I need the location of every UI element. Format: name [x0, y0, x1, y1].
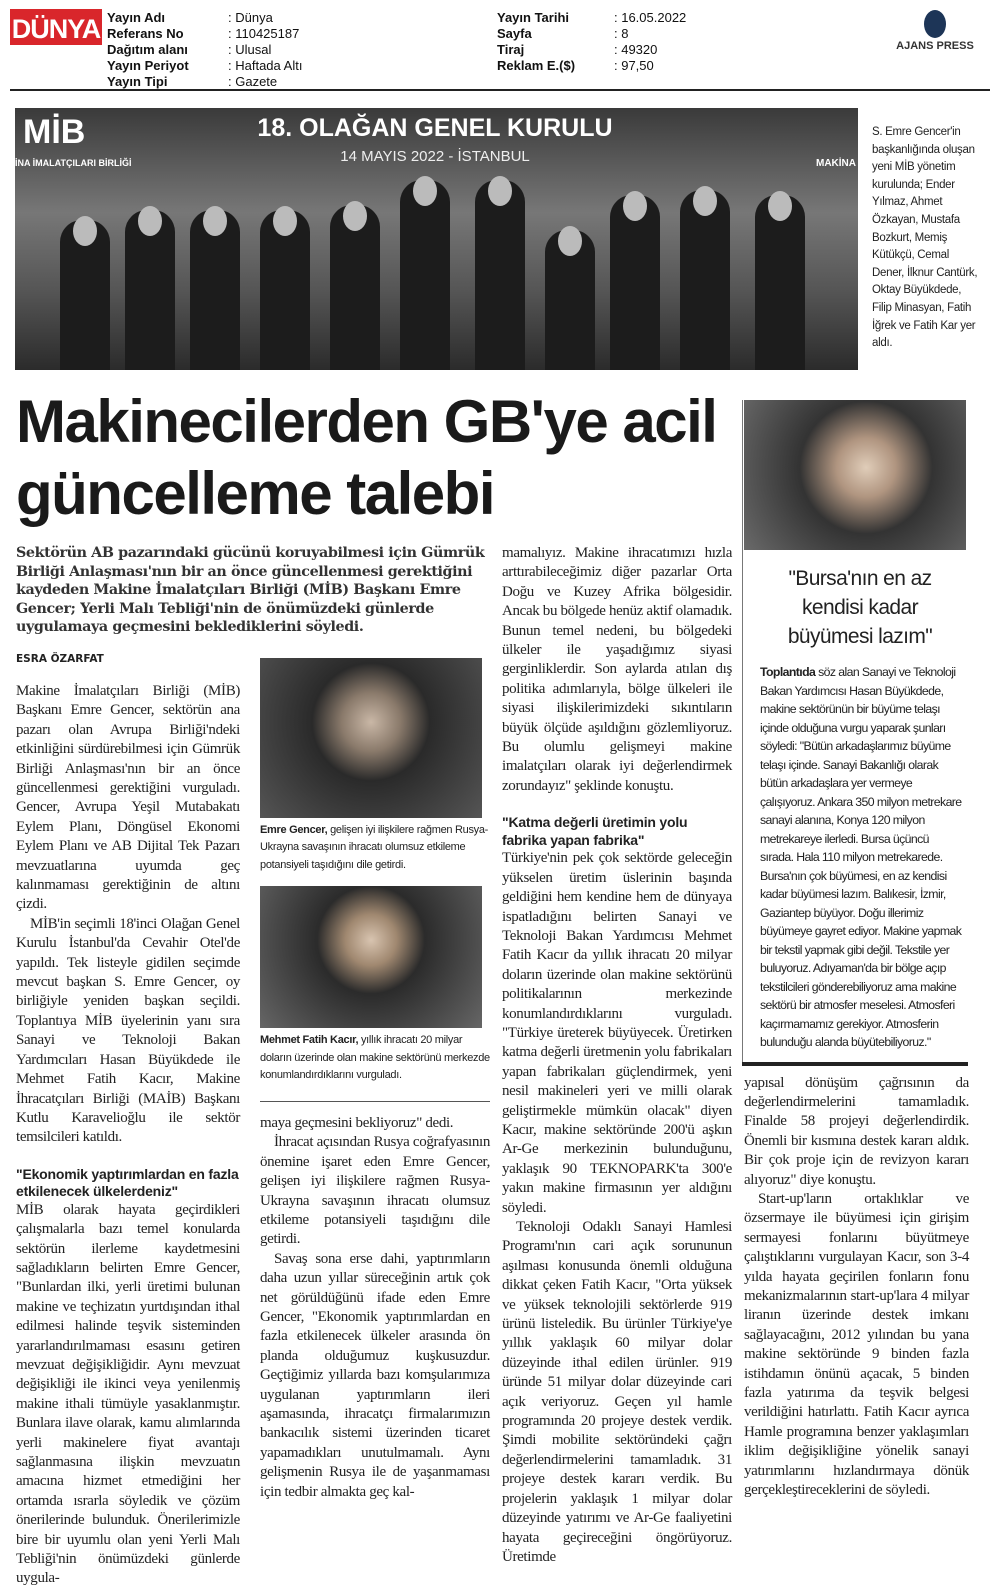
banner-logo: MİB — [23, 113, 86, 151]
person-figure — [755, 195, 805, 370]
meta-value: : 110425187 — [228, 26, 300, 41]
brand-name: AJANS PRESS — [896, 40, 974, 52]
meta-label: Referans No — [107, 26, 184, 41]
column-3 — [502, 544, 732, 1567]
lead-paragraph: Sektörün AB pazarındaki gücünü koruyabilmesi için Gümrük Birliği Anlaşması'nın bir an önce güncellenmesi gerektiğini kaydeden Makine İmalatçıları Birliği (MİB) Başkanı Emre Gencer; Yerli Malı Tebliği'nin de önümüzdeki günlerde uygulamaya geçmesini beklediklerini söyledi. — [16, 545, 485, 636]
banner-date: 14 MAYIS 2022 - İSTANBUL — [340, 148, 530, 165]
photo-caption — [260, 1032, 490, 1085]
paragraph: yapısal dönüşüm çağrısının da değerlendirmelerini tamamladık. Finalde 58 projeyi değerlendirdik. Önemli bir kısmına destek kararı aldık. Bir çok proje için de revizyon kararı alıyoruz" diye konuştu. — [744, 1074, 969, 1188]
photo-emre-gencer — [260, 658, 482, 818]
photo-mehmet-fatih-kacir — [260, 886, 482, 1028]
meta-label: Tiraj — [497, 42, 525, 57]
person-figure — [475, 180, 525, 370]
meta-value: : 49320 — [614, 42, 658, 57]
meta-label: Sayfa — [497, 26, 532, 41]
person-figure — [60, 220, 110, 370]
article — [16, 386, 736, 1589]
caption-text: yıllık ihracatı 20 milyar doların üzerinde olan makine sektörünü merkezde konumlandırdıklarını vurguladı. — [260, 1034, 490, 1082]
meta-value: : Dünya — [228, 10, 273, 25]
column-2 — [260, 658, 490, 1502]
paragraph: İhracat açısından Rusya coğrafyasının önemine işaret eden Emre Gencer, gelişen iyi ilişkilere rağmen Rusya-Ukrayna savaşının ihracatı olumsuz etkileme potansiyeli taşıdığını dile getirdi. — [260, 1134, 490, 1248]
byline: ESRA ÖZARFAT — [16, 652, 104, 665]
meta-value: : 8 — [614, 26, 629, 41]
sidebar-quote: "Bursa'nın en az kendisi kadar büyümesi lazım" — [787, 567, 933, 648]
person-figure — [610, 195, 660, 370]
right-column — [742, 400, 968, 1500]
meta-value: : Ulusal — [228, 42, 272, 57]
column-1 — [16, 682, 240, 1589]
meta-value: : 97,50 — [614, 58, 654, 73]
paragraph: Savaş sona erse dahi, yaptırımların daha uzun yıllar süreceğinin artık çok net görüldüğünü ifade eden Emre Gencer, "Ekonomik yaptırımlardan en fazla etkilenecek ülkeler arasında ön planda olduğumuz kuşkusuzdur. Geçtiğimiz yıllarda bazı komşularımıza uygulanan yaptırımların ileri aşamasında, ihracatçı firmalarımızın bankacılık sistemi üzerinden ticaret yapamadıkları unutulmamalı. Aynı gelişmenin Rusya ile de yaşanmaması için tedbir almakta geç kal- — [260, 1250, 490, 1500]
person-figure — [125, 210, 175, 370]
person-figure — [330, 205, 380, 370]
publication-meta — [0, 0, 870, 90]
ajans-press-emblem-icon — [924, 10, 946, 38]
sidebar-text — [760, 663, 965, 1052]
paragraph: Teknoloji Odaklı Sanayi Hamlesi Programı'nın cari açık sorununun aşılması konusunda önemli olduğuna dikkat çeken Fatih Kacır, "Orta yüksek ve yüksek teknolojili sektörlerde 919 ürünü listeledik. Bu ürünler Türkiye'ye yıllık yaklaşık 60 milyar dolar düzeyinde ithal edilen ürünler. 919 üründe 51 milyar dolar düzeyinde cari açık veriyoruz. Geçen yıl hamle programında 20 projeye destek verdik. Şimdi mobilite sektöründeki çağrı değerlendirmelerini tamamladık. 31 projeye destek kararı verdik. Bu projelerin yaklaşık 1 milyar dolar düzeyinde yatırımı ve Ar-Ge faaliyetini hayata geçireceğini öngörüyoruz. Üretimde — [502, 1219, 732, 1565]
subheading: "Katma değerli üretimin yolu fabrika yapan fabrika" — [502, 814, 688, 848]
main-photo — [15, 108, 858, 370]
paragraph: Makine İmalatçıları Birliği (MİB) Başkanı Emre Gencer, sektörün ana pazarı olan Avrupa Birliği'ndeki etkinliğini sürdürebilmesi için Gümrük Birliği Anlaşması'nın bir an önce güncellenmesi gerektiğini vurguladı. Gencer, Avrupa Yeşil Mutabakatı Eylem Planı, Döngüsel Ekonomi Eylem Planı ve AB Dijital Tek Pazarı mevzuatlarına uyumda geç kalınmaması gerektiğinin de altını çizdi. — [16, 682, 240, 913]
person-figure — [190, 210, 240, 370]
meta-label: Yayın Tipi — [107, 74, 168, 89]
headline: Makinecilerden GB'ye acil güncelleme talebi — [16, 388, 717, 527]
paragraph: Start-up'ların ortaklıklar ve özsermaye ile büyümesi için girişim sermayesi fonlarını büyütmeye çalıştıklarını vurgulayan Kacır, son 3-4 yılda hayata geçirilen fonların fonu mekanizmalarının start-up'lara 4 milyar liranın üzerinde destek imkanı sağlayacağını, 2012 yılından bu yana makine sektöründe 9 binden fazla istihdamın önünü açacak, 5 binden fazla yatırıma da teşvik belgesi verildiğini hatırlattı. Fatih Kacır ayrıca Hamle programına benzer yaklaşımları iklim değişikliğine yönelik sanayi yatırımlarını hızlandırmaya dönük gerçekleştireceklerini de söyledi. — [744, 1190, 969, 1499]
sidebar-body: söz alan Sanayi ve Teknoloji Bakan Yardımcısı Hasan Büyükdede, makine sektörünün bir büyüme telaşı içinde olduğuna vurgu yaparak şunları söyledi: "Bütün arkadaşlarımız büyüme telaşı içinde. Sanayi Bakanlığı olarak bütün arkadaşlara yer vermeye çalışıyoruz. Ankara 350 milyon metrekare sanayi alanına, Konya 120 milyon metrekareye ilerledi. Bursa üçüncü sırada. Hala 110 milyon metrekarede. Bursa'nın çok büyümesi, en az kendisi kadar büyümesi lazım. Balıkesir, İzmir, Gaziantep büyüyor. Doğu illerimiz büyümeye gayret ediyor. Makine yapmak bir tekstil yapmak gibi değil. Tekstile yer buluyoruz. Adıyaman'da bir bölge açıp tekstilcileri gönderebiliyoruz ama makine sektörü bir atmosfer meselesi. Atmosferi kaçırmamamız gerekiyor. Atmosferin bulunduğu alanda büyütebiliyoruz." — [760, 665, 962, 1049]
paragraph: MİB'in seçimli 18'inci Olağan Genel Kurulu İstanbul'da Cevahir Otel'de yapıldı. Tek listeyle gidilen seçimde mevcut başkan S. Emre Gencer, oy birliğiyle yeniden başkan seçildi. Toplantıya MİB üyelerinin yanı sıra Sanayi ve Teknoloji Bakan Yardımcıları Hasan Büyükdede ile Mehmet Fatih Kacır, Makine İhracatçıları Birliği (MAİB) Başkanı Kutlu Karavelioğlu ile sektör temsilcileri katıldı. — [16, 915, 240, 1146]
subheading: "Ekonomik yaptırımlardan en fazla etkilenecek ülkelerdeniz" — [16, 1165, 239, 1200]
photo-caption — [260, 822, 490, 875]
paragraph: mamalıyız. Makine ihracatımızı hızla arttırabileceğimiz diğer pazarlar Orta Doğu ve Kuzey Afrika bölgesidir. Ancak bu bölgede henüz aktif olamadık. Bunun temel nedeni, bu bölgedeki ülkeler ile yaşadığımız siyasi gerginliklerdir. Son aylarda atılan dış politika adımlarıyla, bölge ülkeleri ile siyasi ilişkilerimizdeki sıkıntıların büyük ölçüde aşıldığını gözlemliyoruz. Bu olumlu gelişmeyi makine imalatçıları olarak iyi değerlendirmek zorundayız" şeklinde konuştu. — [502, 545, 732, 794]
article-body — [16, 544, 736, 1589]
person-figure — [680, 190, 730, 370]
paragraph: maya geçmesini bekliyoruz" dedi. — [260, 1114, 454, 1131]
meta-label: Dağıtım alanı — [107, 42, 188, 57]
article-left — [16, 544, 491, 1589]
person-figure — [260, 210, 310, 370]
person-figure — [545, 230, 595, 370]
meta-label: Reklam E.($) — [497, 58, 576, 73]
caption-name: Mehmet Fatih Kacır, — [260, 1034, 359, 1047]
person-figure — [400, 180, 450, 370]
meta-value: : 16.05.2022 — [614, 10, 687, 25]
columns-1-2 — [16, 682, 491, 1589]
meta-value: : Gazete — [228, 74, 278, 89]
ajans-press-logo — [880, 10, 990, 52]
dunya-logo: DÜNYA — [10, 9, 102, 45]
meta-label: Yayın Tarihi — [497, 10, 570, 25]
sidebar-box — [742, 400, 968, 1062]
paragraph: Türkiye'nin pek çok sektörde geleceğin yükselen üretim üslerinin başında geldiğini hem kendine hem de dünyaya ispatladığını belirten Sanayi ve Teknoloji Bakan Yardımcısı Mehmet Fatih Kacır da yıllık ihracatı 20 milyar doların üzerinde olan makine sektörünü politikalarının merkezinde konumlandırdıklarını vurguladı. "Türkiye üreterek büyüyecek. Üretirken katma değerli üretmenin yolu fabrikaları yapan fabrikaları güçlendirmek, yeni nesil makineleri yeri ve milli olarak geliştirmekle mümkün olacak" diyen Kacır, makine sektöründe 200'ü aşkın Ar-Ge merkezinin bulunduğunu, yaklaşık 90 TEKNOPARK'ta 300'e yakın makine firmasının yer aldığını söyledi. — [502, 850, 732, 1216]
sidebar-bottom-bar — [742, 1062, 968, 1066]
caption-text: gelişen iyi ilişkilere rağmen Rusya-Ukrayna savaşının ihracatı olumsuz etkileme potansiyeli taşıdığını dile getirdi. — [260, 823, 489, 871]
photo-hasan-buyukdede — [744, 400, 966, 550]
banner-logo-sub: İNA İMALATÇILARI BİRLİĞİ — [15, 158, 132, 168]
column-4 — [744, 1074, 969, 1501]
caption-name: Emre Gencer, — [260, 823, 328, 836]
meta-label: Yayın Adı — [107, 10, 166, 25]
divider — [260, 1101, 490, 1102]
main-photo-caption: S. Emre Gencer'in başkanlığında oluşan yeni MİB yönetim kurulunda; Ender Yılmaz, Ahmet Özkayan, Mustafa Bozkurt, Memiş Kütükçü, Cemal Dener, İlknur Cantürk, Oktay Büyükdede, Filip Minasyan, Fatih İğrek ve Fatih Kar yer aldı. — [872, 126, 978, 350]
header-divider — [10, 89, 990, 91]
meta-label: Yayın Periyot — [107, 58, 189, 73]
paragraph: MİB olarak hayata geçirdikleri çalışmalarla bazı temel konularda sektörün ilerleme kaydetmesini sağladıkların belirten Emre Gencer, "Bunlardan ilki, yerli üretimi bulunan makine ve teçhizatın yurtdışından ithal edilmesi halinde teşvik sisteminden yararlandırılmaması esasını getiren mevzuat değişikliğidir. Aynı mevzuat değişikliği ile ikinci veya yenilenmiş makine ithali tümüyle yasaklanmıştır. Bunlara ilave olarak, kamu alımlarında yerli makinelere fiyat avantajı sağlanmasına ilişkin mevzuatın amacına hizmet etmediğini her ortamda ısrarla söyledik ve çözüm önerilerinde bulunduk. Önerilerimizle bire bir uyumlu olan yeni Yerli Malı Tebliği'nin önümüzdeki günlerde uygula- — [16, 1201, 240, 1587]
sidebar-lead-word: Toplantıda — [760, 665, 816, 679]
banner-title: 18. OLAĞAN GENEL KURULU — [257, 114, 613, 142]
meta-value: : Haftada Altı — [228, 58, 303, 73]
banner-right-logo: MAKİNA — [816, 158, 856, 169]
